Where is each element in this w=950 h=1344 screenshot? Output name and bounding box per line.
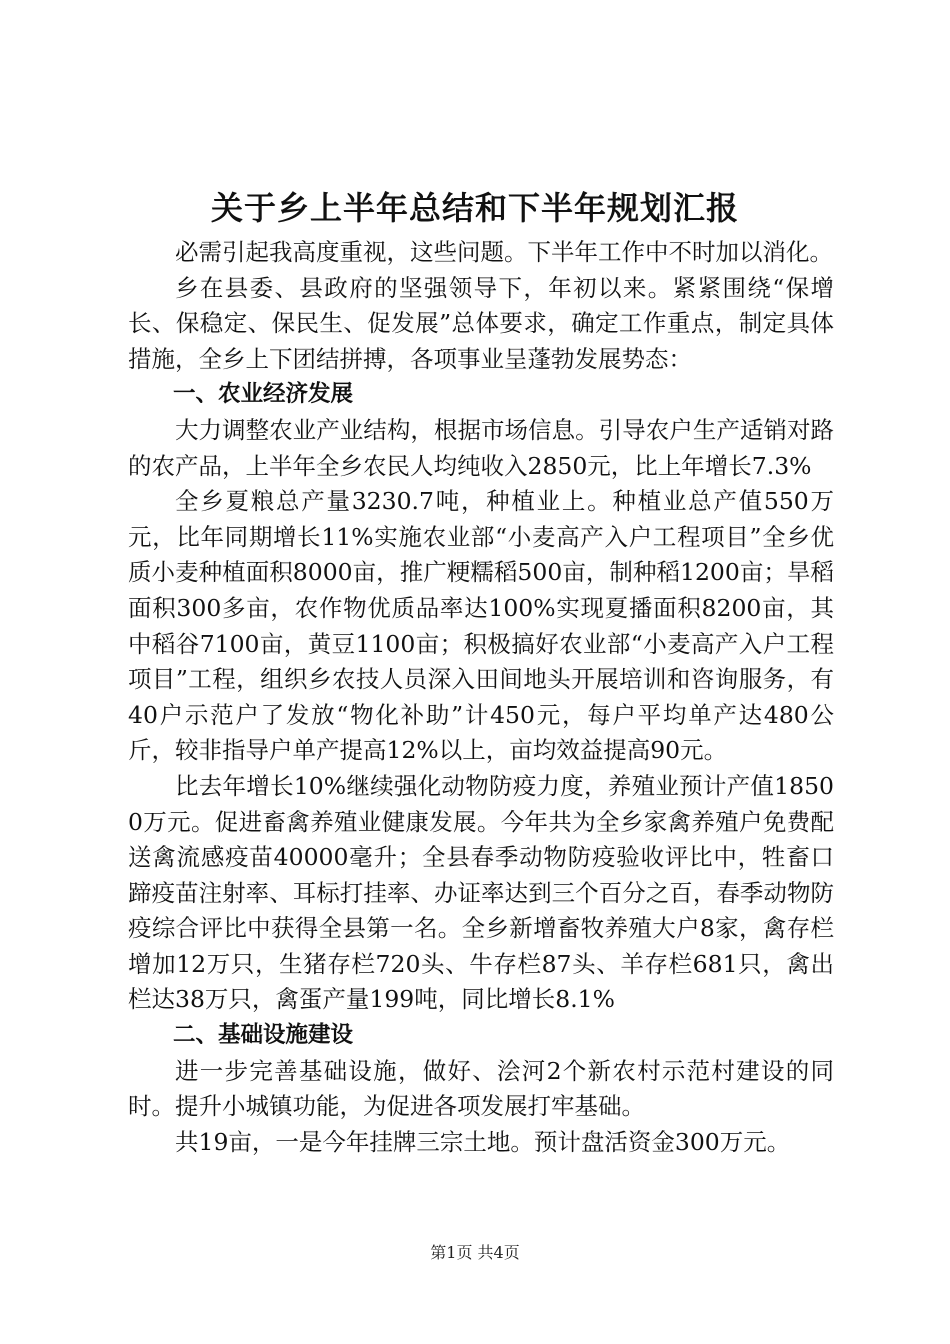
paragraph: 共19亩，一是今年挂牌三宗土地。预计盘活资金300万元。 [175,1127,791,1156]
paragraph: 必需引起我高度重视，这些问题。下半年工作中不时加以消化。 [175,238,833,266]
paragraph: 乡在县委、县政府的坚强领导下，年初以来。紧紧围绕“保增长、保稳定、保民生、促发展”总体要求，确定工作重点，制定具体措施，全乡上下团结拼搏，各项事业呈蓬勃发展势态： [128,273,834,373]
paragraph: 全乡夏粮总产量3230.7吨，种植业上。种植业总产值550万元，比年同期增长11%实施农业部“小麦高产入户工程项目”全乡优质小麦种植面积8000亩，推广粳糯稻500亩，制种稻1200亩；旱稻面积300多亩，农作物优质品率达100%实现夏播面积8200亩，其中稻谷7100亩，黄豆1100亩；积极搞好农业部“小麦高产入户工程项目”工程，组织乡农技人员深入田间地头开展培训和咨询服务，有40户示范户了发放“物化补助”计450元，每户平均单产达480公斤，较非指导户单产提高12%以上，亩均效益提高90元。 [128,487,834,765]
document-title: 关于乡上半年总结和下半年规划汇报 [210,189,739,227]
paragraph: 进一步完善基础设施，做好、浍河2个新农村示范村建设的同时。提升小城镇功能，为促进各项发展打牢基础。 [128,1056,834,1121]
section-heading-infrastructure: 二、基础设施建设 [173,1022,354,1049]
paragraph: 大力调整农业产业结构，根据市场信息。引导农户生产适销对路的农产品，上半年全乡农民人均纯收入2850元，比上年增长7.3% [128,415,834,480]
section-heading-agriculture: 一、农业经济发展 [173,381,354,408]
document-body [128,235,834,1160]
page-footer: 第1页 共4页 [430,1243,520,1262]
paragraph: 比去年增长10%继续强化动物防疫力度，养殖业预计产值18500万元。促进畜禽养殖业健康发展。今年共为全乡家禽养殖户免费配送禽流感疫苗40000毫升；全县春季动物防疫验收评比中，牲畜口蹄疫苗注射率、耳标打挂率、办证率达到三个百分之百，春季动物防疫综合评比中获得全县第一名。全乡新增畜牧养殖大户8家，禽存栏增加12万只，生猪存栏720头、牛存栏87头、羊存栏681只，禽出栏达38万只，禽蛋产量199吨，同比增长8.1% [128,771,834,1014]
